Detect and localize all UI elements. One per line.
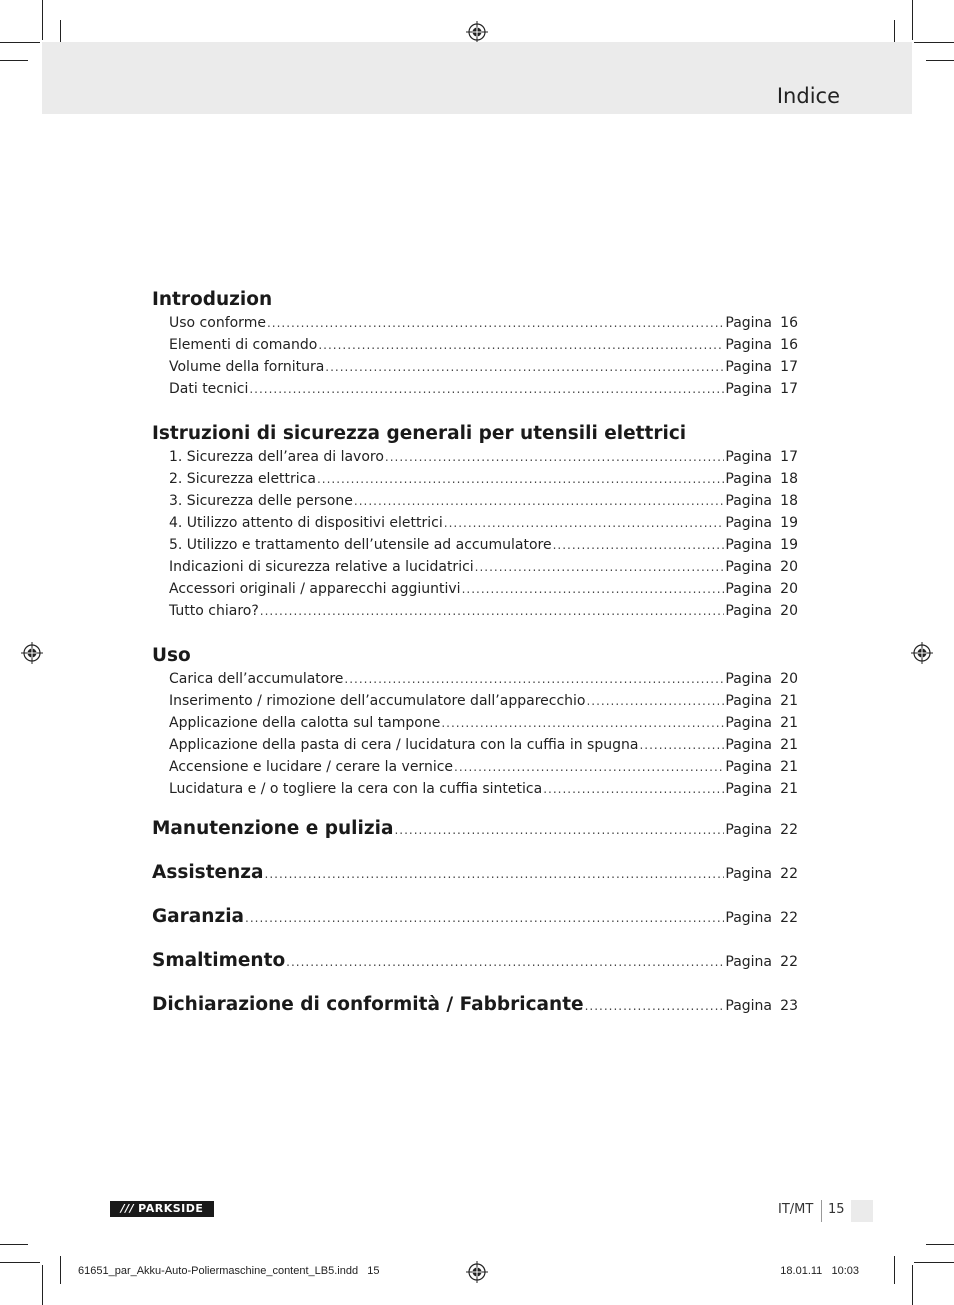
language-code: IT/MT	[778, 1202, 814, 1217]
toc-entry[interactable]	[152, 778, 798, 800]
crop-mark	[0, 42, 40, 43]
toc-entry[interactable]	[152, 712, 798, 734]
toc-main-entry-label: Smaltimento	[152, 950, 286, 971]
page-number: 22	[780, 954, 798, 970]
toc-entry-label: Carica dell’accumulatore	[169, 671, 344, 687]
registration-mark-icon	[21, 642, 43, 664]
page-number: 23	[780, 998, 798, 1014]
page-number: 17	[780, 359, 798, 375]
crop-mark	[926, 1244, 954, 1245]
table-of-contents	[152, 286, 798, 1020]
section-gap	[152, 622, 798, 642]
toc-entry-label: Indicazioni di sicurezza relative a lucidatrici	[169, 559, 474, 575]
page-number: 16	[780, 315, 798, 331]
dot-leader	[543, 778, 724, 800]
toc-main-entry-label: Manutenzione e pulizia	[152, 818, 394, 839]
page-word: Pagina	[725, 515, 772, 531]
page-tab	[851, 1200, 873, 1222]
dot-leader	[475, 556, 725, 578]
page-word: Pagina	[725, 471, 772, 487]
logo-slashes: ///	[120, 1202, 135, 1215]
page-number: 20	[780, 559, 798, 575]
toc-entry-label: Tutto chiaro?	[169, 603, 259, 619]
toc-entry[interactable]	[152, 734, 798, 756]
page-word: Pagina	[725, 559, 772, 575]
page-word: Pagina	[725, 822, 772, 838]
toc-entry-page	[725, 578, 798, 600]
divider	[821, 1200, 822, 1222]
toc-entry[interactable]	[152, 312, 798, 334]
page-word: Pagina	[725, 381, 772, 397]
toc-entry-page	[725, 668, 798, 690]
toc-entry[interactable]	[152, 512, 798, 534]
toc-main-entry[interactable]	[152, 990, 798, 1020]
toc-entry[interactable]	[152, 578, 798, 600]
toc-entry[interactable]	[152, 356, 798, 378]
dot-leader	[585, 991, 725, 1021]
toc-entry-page	[725, 756, 798, 778]
dot-leader	[462, 578, 725, 600]
dot-leader	[385, 446, 724, 468]
parkside-logo	[110, 1201, 214, 1217]
toc-entry-page	[725, 734, 798, 756]
toc-section	[152, 422, 798, 622]
toc-entry-label: Accensione e lucidare / cerare la vernice	[169, 759, 454, 775]
toc-entry[interactable]	[152, 334, 798, 356]
crop-mark	[42, 0, 43, 40]
toc-main-entry[interactable]	[152, 814, 798, 844]
toc-entry[interactable]	[152, 534, 798, 556]
dot-leader	[325, 356, 724, 378]
page-number: 22	[780, 910, 798, 926]
dot-leader	[265, 859, 725, 889]
page-number: 21	[780, 737, 798, 753]
toc-entry[interactable]	[152, 378, 798, 400]
toc-entry-page	[725, 859, 798, 889]
page-word: Pagina	[725, 581, 772, 597]
dot-leader	[286, 947, 724, 977]
toc-entry-label: Inserimento / rimozione dell’accumulatore dall’apparecchio	[169, 693, 586, 709]
page-word: Pagina	[725, 315, 772, 331]
dot-leader	[639, 734, 724, 756]
page-word: Pagina	[725, 910, 772, 926]
registration-mark-icon	[466, 21, 488, 43]
toc-entry[interactable]	[152, 690, 798, 712]
toc-entry-label: 2. Sicurezza elettrica	[169, 471, 316, 487]
page-word: Pagina	[725, 954, 772, 970]
file-info: 61651_par_Akku-Auto-Poliermaschine_content_LB5.indd 15	[78, 1265, 380, 1277]
toc-entry[interactable]	[152, 556, 798, 578]
crop-mark	[914, 1262, 954, 1263]
page-number-footer: 15	[828, 1202, 845, 1217]
page-number: 20	[780, 603, 798, 619]
dot-leader	[441, 712, 724, 734]
crop-mark	[912, 0, 913, 40]
logo-text: PARKSIDE	[138, 1202, 204, 1215]
toc-entry-page	[725, 490, 798, 512]
crop-mark	[0, 60, 28, 61]
page-number: 21	[780, 781, 798, 797]
toc-entry-page	[725, 903, 798, 933]
toc-entry-label: Accessori originali / apparecchi aggiuntivi	[169, 581, 461, 597]
dot-leader	[354, 490, 724, 512]
toc-section-title: Uso	[152, 645, 191, 666]
toc-entry-label: Applicazione della pasta di cera / lucidatura con la cuffia in spugna	[169, 737, 639, 753]
dot-leader	[394, 815, 724, 845]
toc-entry[interactable]	[152, 668, 798, 690]
toc-entry-label: Lucidatura e / o togliere la cera con la cuffia sintetica	[169, 781, 543, 797]
page-number: 19	[780, 515, 798, 531]
page-number: 20	[780, 581, 798, 597]
toc-entry-label: 4. Utilizzo attento di dispositivi elettrici	[169, 515, 443, 531]
toc-entry-label: 1. Sicurezza dell’area di lavoro	[169, 449, 384, 465]
section-gap	[152, 400, 798, 420]
dot-leader	[260, 600, 725, 622]
crop-mark	[914, 42, 954, 43]
crop-mark	[60, 1256, 61, 1284]
toc-entry-page	[725, 468, 798, 490]
toc-entry-label: 5. Utilizzo e trattamento dell’utensile ad accumulatore	[169, 537, 552, 553]
page-word: Pagina	[725, 671, 772, 687]
page-number: 19	[780, 537, 798, 553]
toc-entry-label: 3. Sicurezza delle persone	[169, 493, 353, 509]
page-word: Pagina	[725, 759, 772, 775]
toc-entry-label: Elementi di comando	[169, 337, 318, 353]
dot-leader	[444, 512, 725, 534]
page-number: 18	[780, 493, 798, 509]
page-number: 20	[780, 671, 798, 687]
page-word: Pagina	[725, 359, 772, 375]
page-number: 22	[780, 866, 798, 882]
toc-entry-page	[725, 712, 798, 734]
toc-entry-page	[725, 778, 798, 800]
page-word: Pagina	[725, 866, 772, 882]
toc-entry[interactable]	[152, 490, 798, 512]
toc-entry-page	[725, 334, 798, 356]
toc-section	[152, 288, 798, 400]
toc-entry-page	[725, 815, 798, 845]
page-number: 18	[780, 471, 798, 487]
dot-leader	[344, 668, 724, 690]
page-word: Pagina	[725, 449, 772, 465]
page-number: 21	[780, 715, 798, 731]
dot-leader	[586, 690, 724, 712]
toc-entry-page	[725, 534, 798, 556]
page-word: Pagina	[725, 781, 772, 797]
toc-main-entry[interactable]	[152, 902, 798, 932]
toc-entry-page	[725, 991, 798, 1021]
dot-leader	[317, 468, 724, 490]
crop-mark	[0, 1262, 40, 1263]
toc-entry-page	[725, 690, 798, 712]
page-word: Pagina	[725, 493, 772, 509]
page-word: Pagina	[725, 737, 772, 753]
toc-main-entry-label: Assistenza	[152, 862, 264, 883]
crop-mark	[894, 1256, 895, 1284]
toc-main-entry-label: Garanzia	[152, 906, 245, 927]
toc-section-title: Istruzioni di sicurezza generali per utensili elettrici	[152, 423, 687, 444]
toc-section-title: Introduzion	[152, 289, 273, 310]
toc-entry-page	[725, 556, 798, 578]
toc-entry[interactable]	[152, 600, 798, 622]
registration-mark-icon	[466, 1261, 488, 1283]
toc-entry-label: Dati tecnici	[169, 381, 249, 397]
dot-leader	[318, 334, 724, 356]
toc-main-entry-label: Dichiarazione di conformità / Fabbricante	[152, 994, 584, 1015]
dot-leader	[454, 756, 724, 778]
toc-entry[interactable]	[152, 756, 798, 778]
page-number: 16	[780, 337, 798, 353]
dot-leader	[245, 903, 724, 933]
toc-entry-page	[725, 446, 798, 468]
crop-mark	[42, 1265, 43, 1305]
page-word: Pagina	[725, 715, 772, 731]
page-title: Indice	[776, 84, 840, 108]
toc-entry-page	[725, 378, 798, 400]
toc-main-entry[interactable]	[152, 946, 798, 976]
page-number: 17	[780, 449, 798, 465]
page-number: 22	[780, 822, 798, 838]
toc-entry-page	[725, 600, 798, 622]
dot-leader	[249, 378, 724, 400]
toc-entry-page	[725, 356, 798, 378]
dot-leader	[553, 534, 725, 556]
print-timestamp: 18.01.11 10:03	[780, 1265, 859, 1277]
page-word: Pagina	[725, 603, 772, 619]
toc-entry-label: Uso conforme	[169, 315, 266, 331]
toc-entry-page	[725, 512, 798, 534]
page-number: 21	[780, 693, 798, 709]
page-word: Pagina	[725, 693, 772, 709]
toc-section	[152, 644, 798, 800]
registration-mark-icon	[911, 642, 933, 664]
page-number: 17	[780, 381, 798, 397]
page-number: 21	[780, 759, 798, 775]
toc-entry-label: Applicazione della calotta sul tampone	[169, 715, 441, 731]
crop-mark	[912, 1265, 913, 1305]
page-word: Pagina	[725, 337, 772, 353]
toc-entry-label: Volume della fornitura	[169, 359, 325, 375]
page-word: Pagina	[725, 537, 772, 553]
toc-entry-page	[725, 312, 798, 334]
toc-entry[interactable]	[152, 468, 798, 490]
toc-main-entry[interactable]	[152, 858, 798, 888]
crop-mark	[0, 1244, 28, 1245]
dot-leader	[267, 312, 724, 334]
page-word: Pagina	[725, 998, 772, 1014]
crop-mark	[926, 60, 954, 61]
toc-entry-page	[725, 947, 798, 977]
toc-entry[interactable]	[152, 446, 798, 468]
